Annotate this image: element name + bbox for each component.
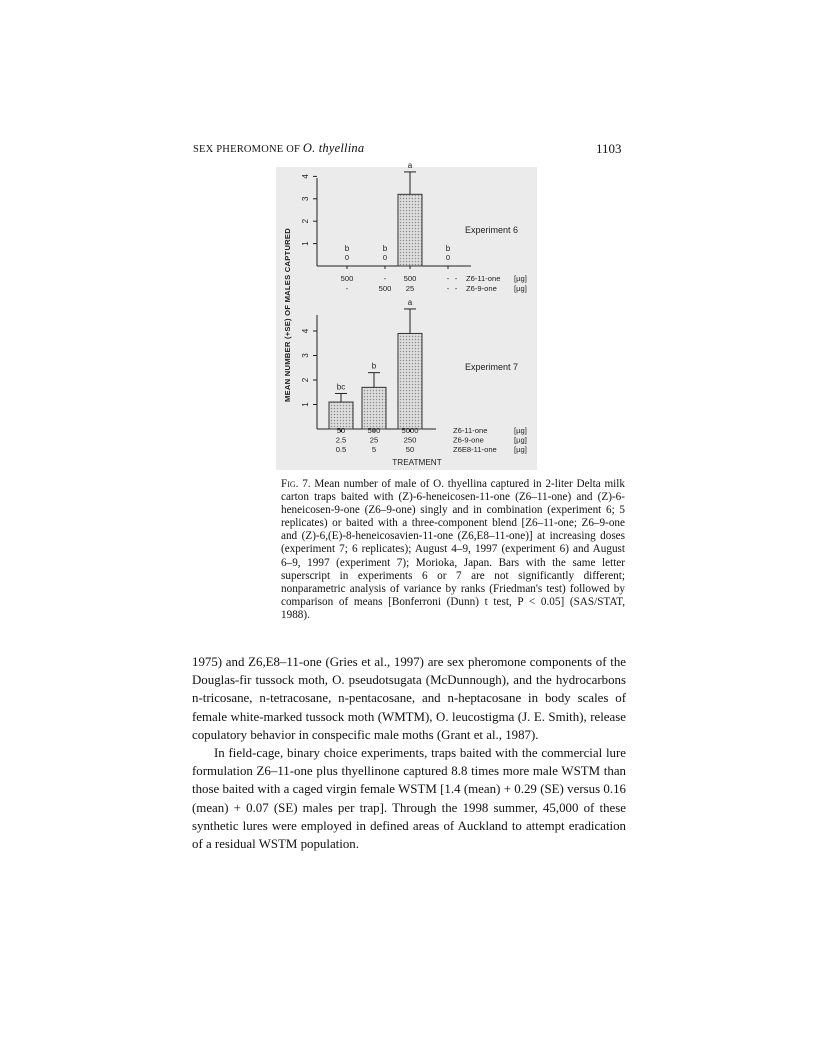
exp7-dose-value: 50	[405, 445, 415, 454]
exp7-title: Experiment 7	[465, 362, 519, 372]
exp6-zero-label: 0	[344, 253, 350, 262]
y-axis-label: MEAN NUMBER (+SE) OF MALES CAPTURED	[283, 228, 292, 402]
exp6-unit-label: [µg]	[514, 274, 527, 283]
paragraph-2: In field-cage, binary choice experiments, traps baited with the commercial lure formulation Z6–11-one plus thyellinone captured 8.8 times more male WSTM than those baited with a caged virgin female WSTM [1.4 (mean) + 0.29 (SE) versus 0.16 (mean) + 0.07 (SE) males per trap]. Through the 1998 summer, 45,000 of these synthetic lures were employed in defined areas of Auckland to attempt eradication of a residual WSTM population.	[192, 746, 626, 852]
paragraph-1: 1975) and Z6,E8–11-one (Gries et al., 1997) are sex pheromone components of the Douglas-fir tussock moth, O. pseudotsugata (McDunnough), and the hydrocarbons n-tricosane, n-tetracosane, n-pentacosane, and n-heptacosane in body scales of female white-marked tussock moth (WMTM), O. leucostigma (J. E. Smith), release copulatory behavior in conspecific male moths (Grant et al., 1987).	[192, 655, 626, 742]
exp6-component-name: Z6-9-one	[466, 284, 497, 293]
exp7-y-tick-label: 4	[301, 328, 310, 334]
exp7-dose-value: 500	[367, 426, 381, 435]
exp6-unit-label: [µg]	[514, 284, 527, 293]
exp6-zero-label: 0	[445, 253, 451, 262]
exp6-significance-letter: a	[407, 160, 413, 170]
exp7-dose-value: 5	[371, 445, 377, 454]
figure-7-chart	[276, 160, 537, 470]
exp6-y-tick-label: 4	[301, 174, 310, 179]
exp6-dose-value: -	[446, 274, 450, 283]
caption-text: Mean number of male of O. thyellina captured in 2-liter Delta milk carton traps baited with (Z)-6-heneicosen-11-one (Z6–11-one) and (Z)-6-heneicosen-9-one (Z6–9-one) singly and in combination (experiment 6; 5 replicates) or baited with a three-component blend [Z6–11-one; Z6–9-one and (Z)-6,(E)-8-heneicosavien-11-one (Z6,E8–11-one)] at increasing doses (experiment 7; 6 replicates); August 4–9, 1997 (experiment 6) and August 6–9, 1997 (experiment 7); Morioka, Japan. Bars with the same letter superscript in experiments 6 or 7 are not significantly different; nonparametric analysis of variance by ranks (Friedman's test) followed by comparison of means [Bonferroni (Dunn) t test, P < 0.05] (SAS/STAT, 1988).	[281, 478, 625, 621]
running-head-prefix: SEX PHEROMONE OF	[193, 144, 303, 155]
body-text	[192, 653, 626, 853]
caption-label: Fig. 7.	[281, 478, 311, 490]
page-number: 1103	[596, 141, 622, 156]
exp7-y-tick-label: 3	[301, 353, 310, 358]
exp6-y-tick-label: 3	[301, 196, 310, 202]
exp6-dose-value: 500	[403, 274, 417, 283]
exp7-bar	[329, 402, 353, 429]
running-head	[193, 141, 364, 156]
exp7-component-name: Z6-9-one	[453, 435, 484, 445]
exp6-dose-value: 25	[405, 284, 415, 293]
exp6-dose-value: -	[446, 284, 450, 293]
exp7-unit-label: [µg]	[514, 445, 527, 454]
exp7-bar	[362, 387, 386, 429]
exp7-y-tick-label: 1	[301, 402, 310, 407]
exp7-dose-value: 0.5	[335, 445, 347, 454]
running-head-species: O. thyellina	[302, 141, 365, 155]
exp6-dose-value: -	[454, 274, 458, 283]
exp6-significance-letter: b	[445, 244, 451, 253]
figure-caption	[281, 478, 625, 622]
exp7-y-tick-label: 2	[301, 377, 310, 383]
exp7-dose-value: 25	[369, 435, 379, 445]
exp7-dose-value: 50	[336, 426, 346, 435]
exp7-significance-letter: a	[407, 297, 413, 307]
exp7-dose-value: 2.5	[335, 435, 347, 445]
exp6-significance-letter: b	[382, 244, 388, 253]
exp7-unit-label: [µg]	[514, 435, 527, 445]
exp7-significance-letter: b	[371, 361, 377, 371]
exp6-dose-value: -	[454, 284, 458, 293]
figure-7	[276, 160, 537, 470]
exp7-dose-value: 5000	[401, 426, 419, 435]
exp7-significance-letter: bc	[336, 382, 346, 392]
exp7-bar	[398, 333, 422, 429]
x-axis-label: TREATMENT	[392, 458, 442, 467]
exp6-dose-value: -	[383, 274, 387, 283]
exp6-bar	[398, 194, 422, 266]
exp6-dose-value: 500	[340, 274, 354, 283]
exp6-component-name: Z6-11-one	[466, 274, 501, 283]
exp6-significance-letter: b	[344, 244, 350, 253]
exp6-dose-value: 500	[378, 284, 392, 293]
exp7-component-name: Z6-11-one	[453, 426, 488, 435]
exp6-y-tick-label: 2	[301, 218, 310, 224]
exp6-title: Experiment 6	[465, 225, 519, 235]
exp7-unit-label: [µg]	[514, 426, 527, 435]
exp6-dose-value: -	[345, 284, 349, 293]
exp6-y-tick-label: 1	[301, 241, 310, 246]
exp7-dose-value: 250	[403, 435, 417, 445]
exp6-zero-label: 0	[382, 253, 388, 262]
exp7-component-name: Z6E8-11-one	[453, 445, 497, 454]
